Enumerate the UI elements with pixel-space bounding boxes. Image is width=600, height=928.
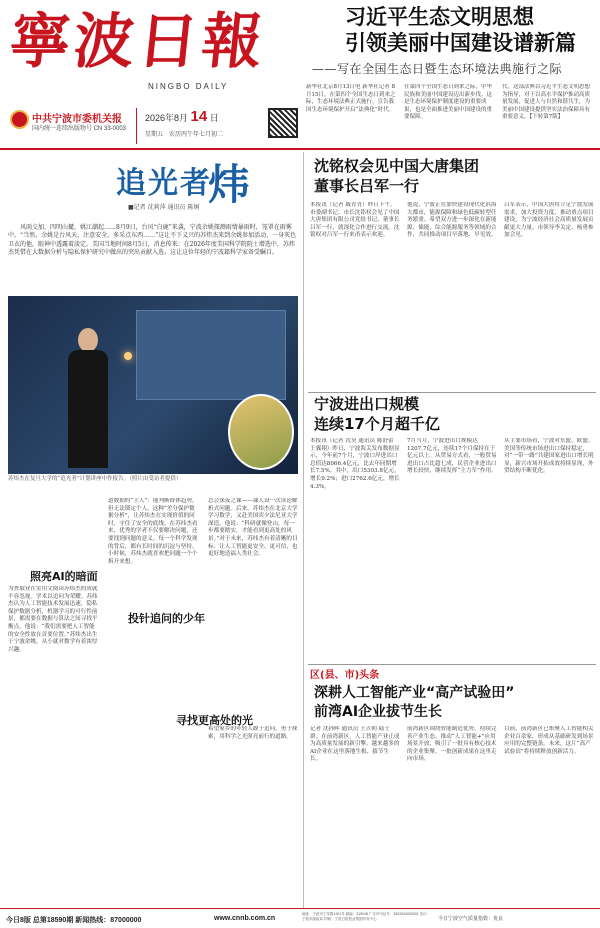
feature-body <box>8 498 300 908</box>
headline-col-1: 新华社北京8月13日电 新华社记者 8月15日，在第四个全国生态日到来之际，生态环境法典正式施行。宣告我国生态环境保护开启“法典化”时代。 <box>306 84 396 113</box>
article-ai-title-line2: 前湾AI企业拔节生长 <box>314 704 443 720</box>
article-ai-col-3: 目前，前湾新区已集聚人工智能相关企业百余家，形成从基础研发到场景应用的完整链条。未来，这片“高产试验田”将持续释放创新活力。 <box>504 726 594 755</box>
feature-intro <box>8 224 300 258</box>
footer-website-link[interactable]: www.cnnb.com.cn <box>214 915 276 922</box>
headline-line1: 习近平生态文明思想 <box>345 5 534 29</box>
footer-today: 今日8版 <box>6 917 31 924</box>
feature-accent: 炜 <box>208 160 251 209</box>
issue-date <box>136 108 262 144</box>
article-ai-title-line1: 深耕人工智能产业“高产试验田” <box>314 685 515 701</box>
feature-col-3b: 希望家乡的年轻人敢于追问，勇于探索，用科学之光照亮前行的道路。 <box>208 726 298 740</box>
article-meeting-body <box>310 202 594 390</box>
district-section-tag[interactable]: 区(县、市)头条 <box>310 670 380 681</box>
feature-subhead-1: 照亮AI的暗面 <box>30 570 98 583</box>
article-trade-col-3: 从主要市场看，宁波对东盟、欧盟、美国等传统市场进出口保持稳定，对“一带一路”共建国家进出口增长明显，新兴市场开拓成效持续显现，外贸结构不断优化。 <box>504 438 594 475</box>
article-meeting-title[interactable] <box>314 156 479 196</box>
newspaper-logo: 寧波日報 <box>6 7 270 77</box>
page-footer <box>0 908 600 928</box>
speaker-figure <box>66 328 110 468</box>
date-prefix: 2026年8月 <box>145 113 189 123</box>
article-meeting-title-line2: 董事长吕军一行 <box>314 177 420 195</box>
article-ai-body <box>310 726 594 906</box>
speaker-body <box>68 350 108 468</box>
publisher-org: 中共宁波市委机关报 <box>32 114 122 125</box>
article-meeting-col-3: 吕军表示，中国大唐将立足宁波发展需求，加大投资力度，推动重点项目建设，为宁波经济社会高质量发展贡献更大力量。市领导李关定、杨勇参加会见。 <box>504 202 594 239</box>
party-emblem-icon <box>10 110 29 129</box>
headline-col-2: 在第四个全国生态日到来之际，中华民族和美丽中国建设迈出新步伐。这是生态环境保护制度建设的重要成果，也是全面推进美丽中国建设的重要保障。 <box>404 84 493 121</box>
feature-photo[interactable] <box>8 296 298 474</box>
feature-byline: ■记者 沈莉萍 通讯员 陈炯 <box>128 204 200 211</box>
article-ai-col-2: 前湾新区围绕智能制造优势，持续完善产业生态，推动“人工智能+”应用场景开放，吸引了一批具有核心技术的企业集聚。一批创新成果在这里走向市场。 <box>407 726 497 763</box>
photo-caption: 苏炜杰在复旦大学的“追光者”计划讲座中作报告。（照片由受访者提供） <box>8 476 182 482</box>
publication-number: 国内统一连续出版物号 CN 33-0003 <box>32 126 127 132</box>
headline-col-3: 代。这部法典以习近平生态文明思想为指导，对于以高水平保护推动高质量发展，促进人与自然和谐共生，为美丽中国建设提供坚实法治保障具有重要意义。【下转第7版】 <box>502 84 591 121</box>
stage-light <box>124 352 132 360</box>
article-ai-title[interactable] <box>314 684 514 722</box>
article-meeting-col-2: 他说，宁波正在加快建设现代化滨海大都市，能源保障和绿色低碳转型任务繁重。希望双方进一步深化在新能源、储能、综合能源服务等领域的合作，共同推动项目早落地、早见效。 <box>407 202 497 239</box>
speaker-head <box>78 328 98 352</box>
headline-subtitle: ——写在全国生态日暨生态环境法典施行之际 <box>312 62 563 76</box>
masthead-divider <box>0 148 600 150</box>
article-trade-col-2: 7月当月，宁波进出口规模达1207.7亿元，连续17个月保持在千亿元以上。从贸易方式看，一般贸易进出口占比超七成，民营企业进出口增长较快，继续发挥“主力军”作用。 <box>407 438 497 475</box>
feature-subhead-2: 投针追问的少年 <box>128 612 205 625</box>
newspaper-latin-name: NINGBO DAILY <box>148 82 229 91</box>
article-trade-col-1: 本报讯（记者 沈昊 通讯员 陈舒蕾 王翼翔）昨日，宁波海关发布数据显示，今年前7个月，宁波口岸进出口总值达8066.4亿元，比去年同期增长7.5%。其中，出口5303.8亿元，增长9.2%；进口2762.6亿元，增长4.3%。 <box>310 438 400 490</box>
feature-intro-text: 风雨交加，四明山麓，姚江潮起……8月9日，台风“白鹿”来袭，宁波余姚探测雨情暴雨时，笼罩在雨雾中。“当然，余姚是台风天，注意安全，多采点东西……”这让不下义兴的苏炜杰来到余姚参加活动，一身灰色卫衣的他，眼神中透露着淡定。美国当地时间8月5日，消息传来：在2026年度美国科学院院士增选中，苏炜杰凭借在大数据分析与隐私保护研究中做出的突出贡献入选。这让这位年轻的宁波籍科学家备受瞩目。 <box>8 224 297 257</box>
section-divider <box>308 664 596 665</box>
qr-code-icon[interactable] <box>268 108 298 138</box>
article-trade-title-line1: 宁波进出口规模 <box>314 395 420 413</box>
footer-issue: 总第18590期 新闻热线：87000000 <box>32 917 142 924</box>
feature-col-2: 道数据的“主人”：能判断群体趋势，但无法锁定个人。这种“差分保护数据分析”，让苏炜杰在实现价值的同时，守住了安全的底线。在苏炜杰看来，优秀的学者不仅要解决问题，还要找到问题的意义。每一个科学发现的背后，都有长时间的沉淀与坚持。小时候，苏炜杰就喜欢把问题一个个拆开来想。 <box>108 498 198 565</box>
footer-weather: 今日宁波空气质量指数：优良 <box>438 916 504 922</box>
presentation-screen <box>136 310 286 400</box>
feature-col-3: 总会深夜之课——课人设一次谈论解析式问题。后来，苏炜杰在北京大学学习数学，又赴美国宾夕法尼亚大学深造。他说：“科研就像登山，每一步都要踏实，才能看到更高处的风景。”对于未来，苏炜杰有着清晰的目标：让人工智能更安全、更可信，也更好地造福人类社会。 <box>208 498 298 558</box>
footer-fine-print: 地址：宁波市宁穿路1901号 邮编：315048 广告许可证号：3302004000001 发行：宁波市邮政局 印刷：宁波日报报业集团印务中心 <box>302 912 431 921</box>
article-trade-title[interactable] <box>314 394 440 434</box>
column-divider <box>303 152 304 908</box>
article-ai-col-1: 记者 沈孙晖 通讯员 王吉朝 陆士群。在前湾新区，人工智能产业正成为高质量发展的新引擎。越来越多的AI企业在这里落地生根、拔节生长。 <box>310 726 400 763</box>
article-meeting-title-line1: 沈铭权会见中国大唐集团 <box>314 157 480 175</box>
footer-issue-info <box>6 915 141 925</box>
masthead <box>0 0 600 148</box>
headline-body <box>306 84 596 150</box>
date-suffix: 日 <box>209 113 219 123</box>
feature-subhead-3: 寻找更高处的光 <box>176 714 253 727</box>
headline-line2: 引领美丽中国建设谱新篇 <box>345 31 576 55</box>
date-day: 14 <box>190 108 208 125</box>
feature-col-1: 为查取业在实用文阅读苏炜杰的成就不容忽视。学术以追问为荣耀。苏炜杰认为人工智能技术发展迅速，隐私保护数据分析，机器学习的可行性前景，都需要在数据与算法之间寻找平衡点。他说：“我们需要把人工智能的安全性放在首要位置。”苏炜杰出生于宁波余姚，从小就对数学有着浓厚兴趣。 <box>8 586 98 653</box>
section-divider <box>308 392 596 393</box>
lead-headline[interactable] <box>345 4 595 56</box>
weekday-lunar: 星期五 农历丙午年七月初二 <box>145 132 224 138</box>
feature-header[interactable] <box>8 156 298 211</box>
article-trade-body <box>310 438 594 664</box>
article-trade-title-line2: 连续17个月超千亿 <box>314 415 440 433</box>
article-meeting-col-1: 本报讯（记者 戚青青）昨日下午，市委副书记、市长沈铭权会见了中国大唐集团有限公司党组书记、董事长吕军一行，就深化合作进行交流。沈铭权对吕军一行来甬表示欢迎。 <box>310 202 400 239</box>
feature-kicker: 追光者 <box>116 166 212 201</box>
inset-portrait <box>228 394 294 470</box>
